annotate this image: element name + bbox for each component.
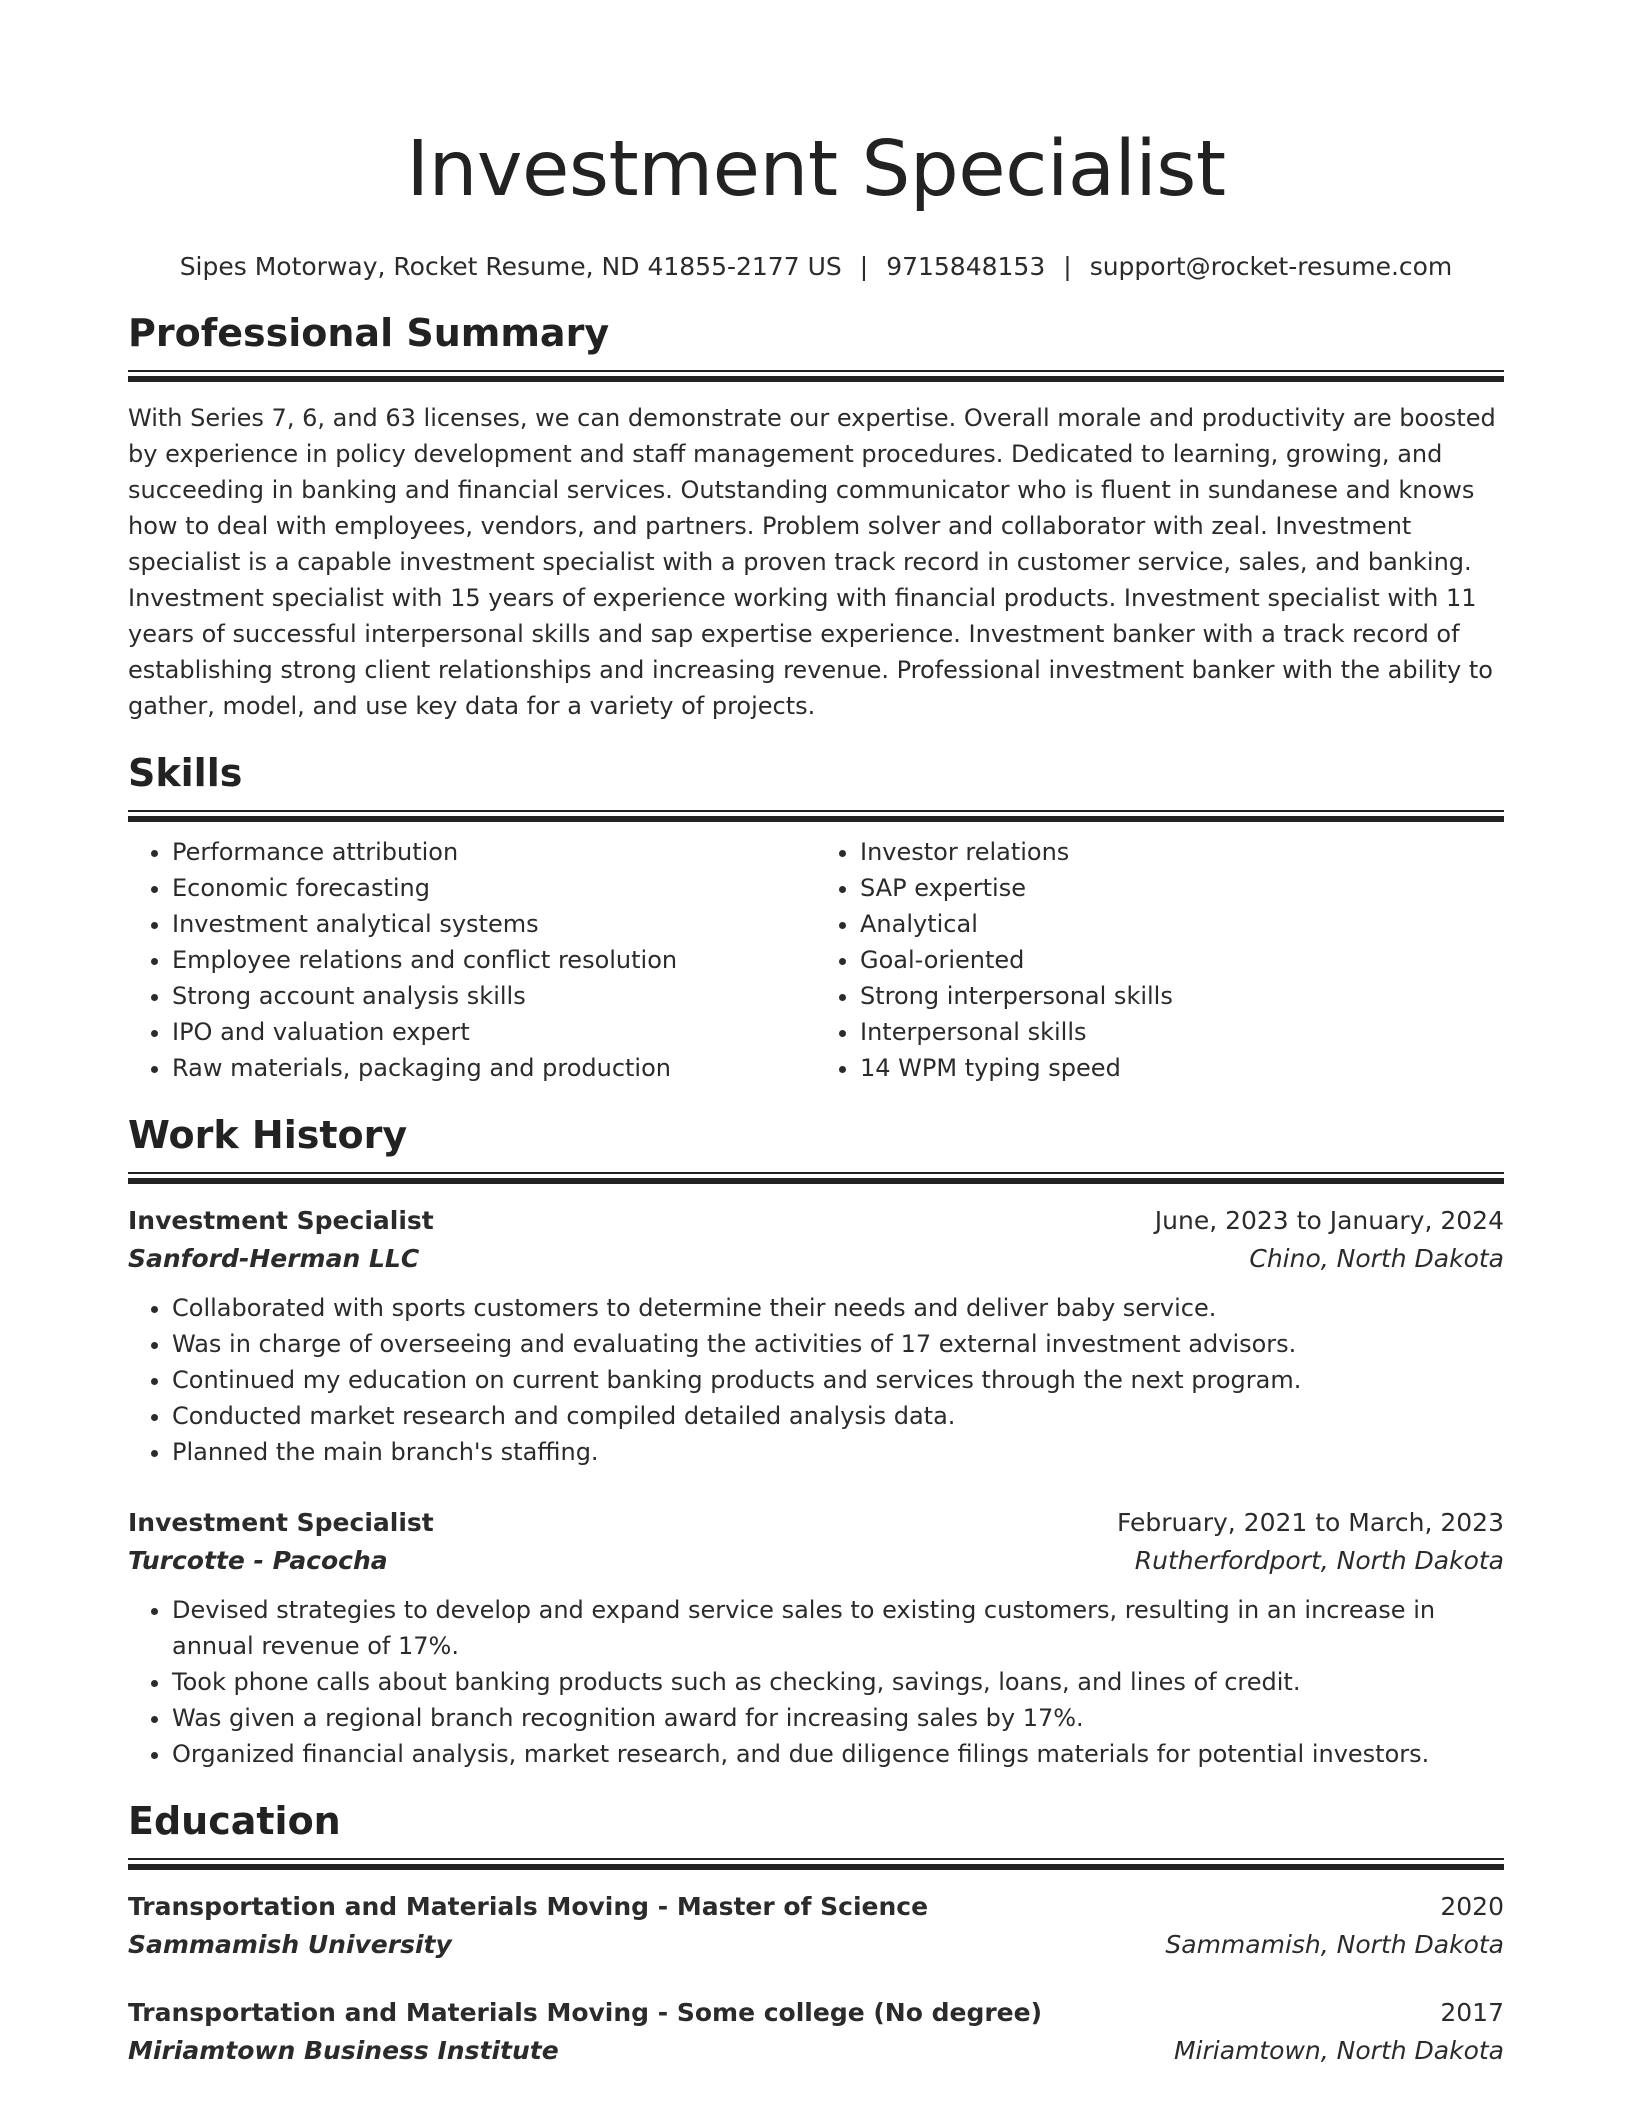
job-title: Investment Specialist [128, 1206, 434, 1235]
section-divider [128, 810, 1504, 820]
education-year: 2020 [1440, 1892, 1504, 1921]
job-location: Chino, North Dakota [1249, 1244, 1504, 1273]
section-heading-skills: Skills [128, 751, 243, 795]
skill-item: • Employee relations and conflict resolution [172, 942, 816, 978]
job-bullet: • Conducted market research and compiled detailed analysis data. [172, 1398, 1504, 1434]
skill-item: • Analytical [860, 906, 1504, 942]
job-entry [128, 1202, 1504, 1470]
education-location: Sammamish, North Dakota [1165, 1930, 1504, 1959]
skills-columns [128, 834, 1504, 1086]
skills-section [128, 748, 1504, 1086]
skill-item: • IPO and valuation expert [172, 1014, 816, 1050]
skill-item: • 14 WPM typing speed [860, 1050, 1504, 1086]
job-bullets [128, 1290, 1504, 1470]
skill-item: • Strong account analysis skills [172, 978, 816, 1014]
job-bullet: • Took phone calls about banking products such as checking, savings, loans, and lines of credit. [172, 1664, 1504, 1700]
job-bullets [128, 1592, 1504, 1772]
contact-separator: | [859, 252, 869, 281]
contact-address: Sipes Motorway, Rocket Resume, ND 41855-2177 US [179, 252, 842, 281]
contact-phone: 9715848153 [886, 252, 1046, 281]
job-company: Turcotte - Pacocha [128, 1546, 388, 1575]
job-bullet: • Continued my education on current banking products and services through the next program. [172, 1362, 1504, 1398]
skill-item: • Strong interpersonal skills [860, 978, 1504, 1014]
skill-item: • Investor relations [860, 834, 1504, 870]
skills-list-right [816, 834, 1504, 1086]
summary-text: With Series 7, 6, and 63 licenses, we can demonstrate our expertise. Overall morale and productivity are boosted by experience in policy development and staff management procedures. Dedicated to learning, growing, and succeeding in banking and financial services. Outstanding communicator who is fluent in sundanese and knows how to deal with employees, vendors, and partners. Problem solver and collaborator with zeal. Investment specialist is a capable investment specialist with a proven track record in customer service, sales, and banking. Investment specialist with 15 years of experience working with financial products. Investment specialist with 11 years of successful interpersonal skills and sap expertise experience. Investment banker with a track record of establishing strong client relationships and increasing revenue. Professional investment banker with the ability to gather, model, and use key data for a variety of projects. [128, 404, 1496, 720]
skill-item: • Performance attribution [172, 834, 816, 870]
skill-item: • Goal-oriented [860, 942, 1504, 978]
job-bullet: • Devised strategies to develop and expand service sales to existing customers, resulting in an increase in annual revenue of 17%. [172, 1592, 1504, 1664]
education-entry [128, 1994, 1504, 2070]
job-location: Rutherfordport, North Dakota [1134, 1546, 1504, 1575]
work-history-section [128, 1110, 1504, 1772]
skill-item: • SAP expertise [860, 870, 1504, 906]
section-heading-summary: Professional Summary [128, 311, 610, 355]
section-heading-education: Education [128, 1799, 341, 1843]
education-entry [128, 1888, 1504, 1964]
job-bullet: • Planned the main branch's staffing. [172, 1434, 1504, 1470]
job-bullet: • Collaborated with sports customers to determine their needs and deliver baby service. [172, 1290, 1504, 1326]
education-degree: Transportation and Materials Moving - Master of Science [128, 1892, 929, 1921]
summary-section [128, 308, 1504, 724]
education-section [128, 1796, 1504, 2070]
job-bullet: • Was in charge of overseeing and evaluating the activities of 17 external investment advisors. [172, 1326, 1504, 1362]
job-dates: February, 2021 to March, 2023 [1116, 1508, 1504, 1537]
skills-list-left [128, 834, 816, 1086]
skill-item: • Economic forecasting [172, 870, 816, 906]
section-divider [128, 1172, 1504, 1182]
education-school: Miriamtown Business Institute [128, 2036, 559, 2065]
job-entry [128, 1504, 1504, 1772]
education-degree: Transportation and Materials Moving - Some college (No degree) [128, 1998, 1043, 2027]
contact-line [128, 250, 1504, 284]
education-year: 2017 [1440, 1998, 1504, 2027]
resume-title: Investment Specialist [406, 125, 1226, 214]
section-heading-work-history: Work History [128, 1113, 408, 1157]
job-company: Sanford-Herman LLC [128, 1244, 420, 1273]
job-dates: June, 2023 to January, 2024 [1154, 1206, 1504, 1235]
contact-email[interactable]: support@rocket-resume.com [1089, 252, 1453, 281]
contact-separator: | [1063, 252, 1072, 281]
education-location: Miriamtown, North Dakota [1173, 2036, 1504, 2065]
job-bullet: • Organized financial analysis, market research, and due diligence filings materials for potential investors. [172, 1736, 1504, 1772]
skill-item: • Raw materials, packaging and production [172, 1050, 816, 1086]
section-divider [128, 370, 1504, 380]
job-title: Investment Specialist [128, 1508, 434, 1537]
section-divider [128, 1858, 1504, 1868]
skill-item: • Interpersonal skills [860, 1014, 1504, 1050]
education-school: Sammamish University [128, 1930, 452, 1959]
skill-item: • Investment analytical systems [172, 906, 816, 942]
job-bullet: • Was given a regional branch recognition award for increasing sales by 17%. [172, 1700, 1504, 1736]
